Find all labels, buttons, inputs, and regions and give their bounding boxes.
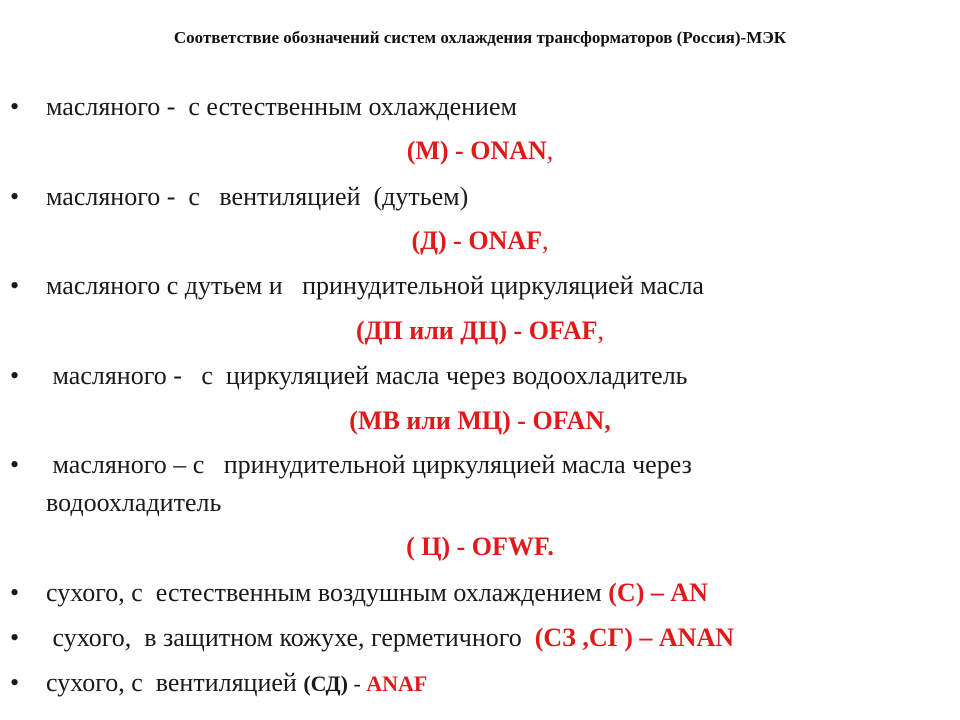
list-item-code: (Д) - ONAF,: [411, 226, 549, 255]
bullet-icon: •: [10, 92, 20, 121]
bullet-icon: •: [10, 578, 20, 607]
list-item-code: (М) - ONAN,: [406, 136, 554, 165]
list-item-text: масляного с дутьем и принудительной циркуляцией масла: [46, 271, 704, 300]
list-item-code: (ДП или ДЦ) - OFAF,: [355, 316, 605, 345]
bullet-icon: •: [10, 450, 20, 479]
list-item-text: сухого, с естественным воздушным охлаждением (С) – AN: [46, 578, 708, 607]
list-item-text: масляного - с циркуляцией масла через водоохладитель: [46, 361, 688, 390]
page-title: Соответствие обозначений систем охлаждения трансформаторов (Россия)-МЭК: [173, 28, 787, 47]
list-item-text: масляного - с вентиляцией (дутьем): [46, 182, 469, 211]
list-item-code: (МВ или МЦ) - OFAN,: [349, 406, 611, 435]
bullet-icon: •: [10, 182, 20, 211]
bullet-icon: •: [10, 668, 20, 697]
bullet-icon: •: [10, 361, 20, 390]
bullet-icon: •: [10, 623, 20, 652]
list-item-text-continued: водоохладитель: [46, 488, 222, 517]
list-item-text: сухого, в защитном кожухе, герметичного (СЗ ,СГ) – ANAN: [46, 623, 734, 652]
list-item-text: масляного - с естественным охлаждением: [46, 92, 517, 121]
list-item-text: масляного – с принудительной циркуляцией масла через: [46, 450, 692, 479]
bullet-icon: •: [10, 271, 20, 300]
list-item-code: ( Ц) - OFWF.: [406, 532, 554, 561]
list-item-text: сухого, с вентиляцией (СД) - ANAF: [46, 668, 428, 697]
